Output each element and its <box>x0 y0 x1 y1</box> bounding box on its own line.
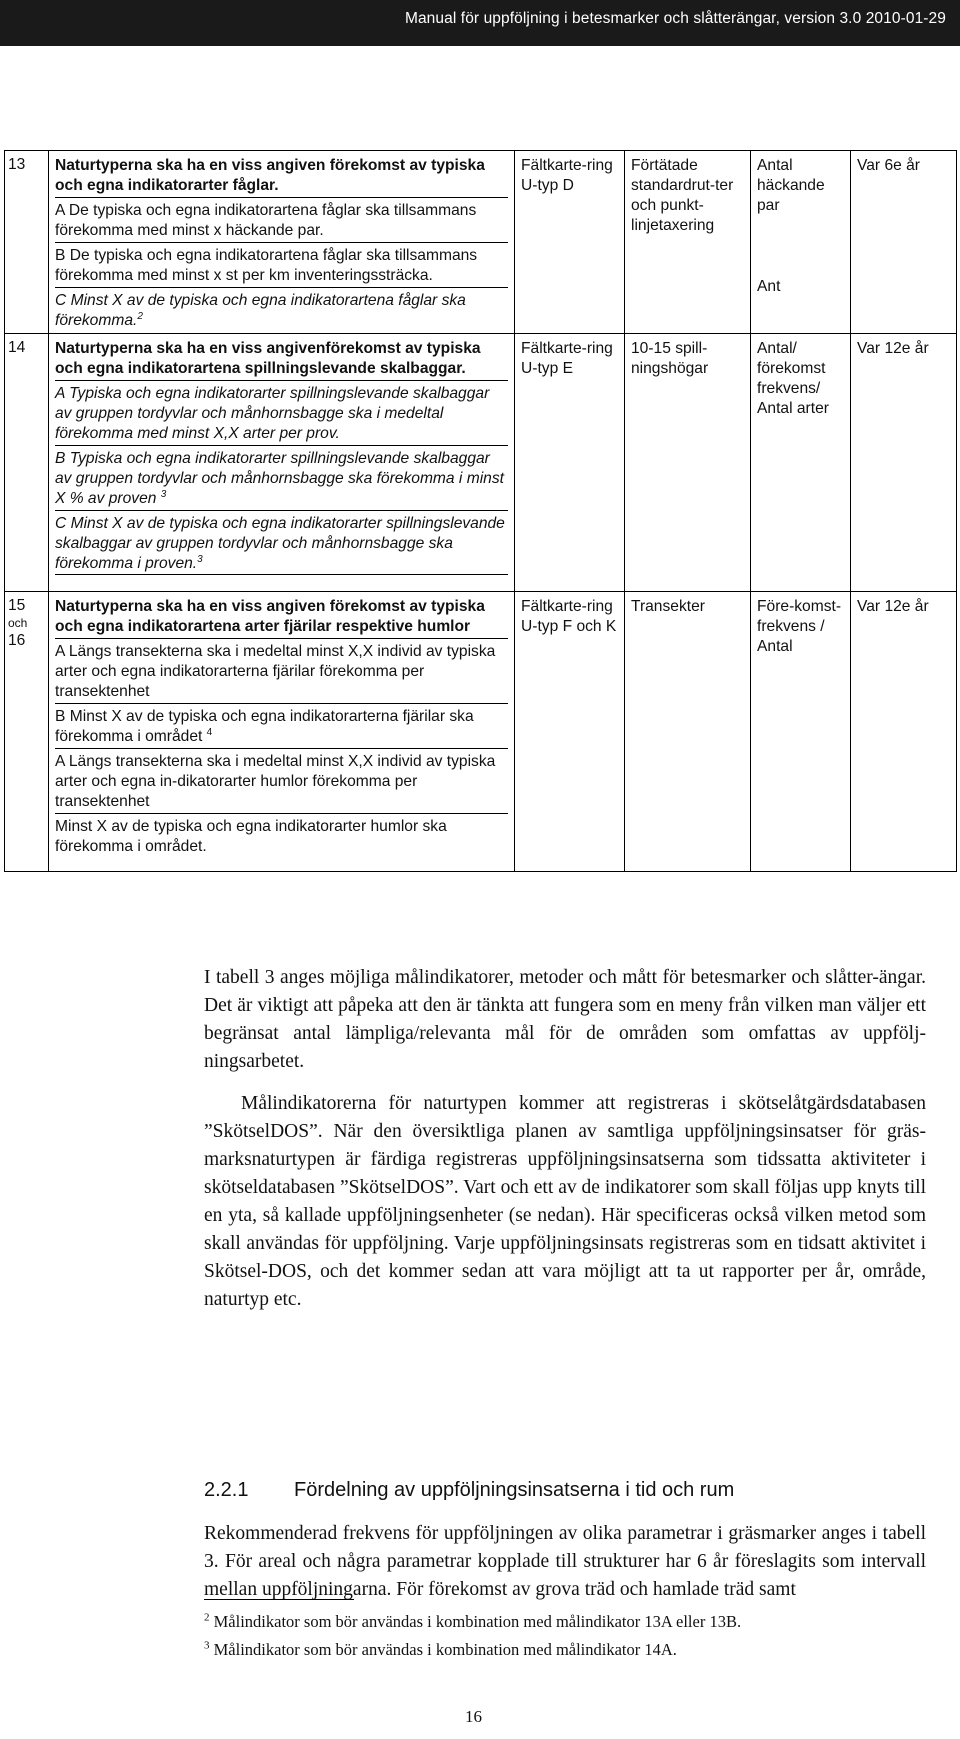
row-number: 15 och 16 <box>5 592 49 872</box>
paragraph-frequency: Rekommenderad frekvens för uppföljningen av olika parametrar i gräsmarker anges i tabell 3. För areal och några parametrar kopplade till strukturer har 6 år föreslagits som intervall mellan uppföljningarna. För förekomst av grova träd och hamlade träd samt <box>204 1523 926 1600</box>
section-number: 2.2.1 <box>204 1479 249 1501</box>
section-body <box>204 1520 926 1604</box>
technique-cell: Transekter <box>625 592 751 872</box>
technique-cell: Förtätade standardrut-ter och punkt-linjetaxering <box>625 151 751 334</box>
section-title: Fördelning av uppföljningsinsatserna i tid och rum <box>294 1479 735 1501</box>
technique-cell: 10-15 spill-ningshögar <box>625 334 751 592</box>
indicator-option-b: B Minst X av de typiska och egna indikatorarterna fjärilar ska förekomma i området $^4$ <box>55 707 508 749</box>
footnote: $^2$ Målindikator som bör användas i kombination med målindikator 13A eller 13B. <box>204 1611 742 1631</box>
indicator-text <box>49 151 515 334</box>
indicator-option-d: Minst X av de typiska och egna indikatorarter humlor ska förekomma i området. <box>55 818 447 855</box>
page-number: 16 <box>465 1707 482 1726</box>
frequency-cell: Var 12e år <box>851 334 957 592</box>
indicator-lead: Naturtyperna ska ha en viss angiven förekomst av typiska och egna indikatorartena arter fjärilar respektive humlor <box>55 597 508 639</box>
indicator-text <box>49 592 515 872</box>
table-row <box>5 151 957 334</box>
indicator-lead: Naturtyperna ska ha en viss angivenförekomst av typiska och egna indikatorartena spillningslevande skalbaggar. <box>55 339 508 381</box>
indicator-table <box>4 150 957 872</box>
indicator-option-b: B De typiska och egna indikatorartena fåglar ska tillsammans förekomma med minst x st per km inventeringssträcka. <box>55 246 508 288</box>
paragraph-skotseldos: Målindikatorerna för naturtypen kommer att registreras i skötselåtgärdsdatabasen ”SkötselDOS”. När den översiktliga planen av samtliga uppföljningsinsatser för gräs-marksnaturtypen är färdiga registreras uppföljningsinsatserna som tidssatta aktiviteter i skötseldatabasen ”SkötselDOS”. Vart och ett av de indikatorer som skall följas upp knyts till en yta, så kallade uppföljningsenheter (se nedan). Här specificeras också vilken metod som skall användas för uppföljning. Varje uppföljningsinsats registreras som en tidsatt aktivitet i Skötsel-DOS, och det kommer sedan att vara möjligt att ta ut rapporter per år, område, naturtyp etc. <box>204 1093 926 1310</box>
table-row <box>5 592 957 872</box>
measure-cell: Före-komst-frekvens / Antal <box>751 592 851 872</box>
indicator-option-c: C Minst X av de typiska och egna indikatorartena fåglar ska förekomma.$^2$ <box>55 292 466 329</box>
footnote: $^3$ Målindikator som bör användas i kombination med målindikator 14A. <box>204 1639 677 1659</box>
page-header-title: Manual för uppföljning i betesmarker och slåtterängar, version 3.0 2010-01-29 <box>404 10 946 27</box>
frequency-cell: Var 6e år <box>851 151 957 334</box>
indicator-option-a: A Längs transekterna ska i medeltal minst X,X individ av typiska arter och egna indikatorarterna fjärilar förekomma per transektenhet <box>55 642 508 704</box>
page-header-band <box>0 0 960 46</box>
indicator-option-a: A Typiska och egna indikatorarter spillningslevande skalbaggar av gruppen tordyvlar och månhornsbagge ska i medeltal förekomma med minst X,X arter per prov. <box>55 384 508 446</box>
frequency-cell: Var 12e år <box>851 592 957 872</box>
indicator-text <box>49 334 515 592</box>
indicator-lead: Naturtyperna ska ha en viss angiven förekomst av typiska och egna indikatorarter fåglar. <box>55 156 508 198</box>
indicator-option-a: A De typiska och egna indikatorartena fåglar ska tillsammans förekomma med minst x häckande par. <box>55 201 508 243</box>
measure-cell: Antal/ förekomst frekvens/ Antal arter <box>751 334 851 592</box>
indicator-option-c: C Minst X av de typiska och egna indikatorarter spillningslevande skalbaggar av gruppen tordyvlar och månhornsbagge ska förekomma i proven.$^3$ <box>55 514 508 575</box>
method-cell: Fältkarte-ring U-typ E <box>515 334 625 592</box>
paragraph-table-intro: I tabell 3 anges möjliga målindikatorer, metoder och mått för betesmarker och slåtter-ängar. Det är viktigt att påpeka att den är tänkta att fungera som en meny från vilken man väljer ett begränsat antal lämpliga/relevanta mål för de områden som omfattas av uppfölj-ningsarbetet. <box>204 967 926 1072</box>
table-row <box>5 334 957 592</box>
measure-cell: Antal häckande par Ant <box>751 151 851 334</box>
indicator-option-c: A Längs transekterna ska i medeltal minst X,X individ av typiska arter och egna in-dikatorarter humlor förekomma per transektenhet <box>55 752 508 814</box>
indicator-option-b: B Typiska och egna indikatorarter spillningslevande skalbaggar av gruppen tordyvlar och månhornsbagge ska förekomma i minst X % av proven $^3$ <box>55 449 508 511</box>
section-heading <box>204 1479 734 1502</box>
row-number: 14 <box>5 334 49 592</box>
method-cell: Fältkarte-ring U-typ D <box>515 151 625 334</box>
row-number: 13 <box>5 151 49 334</box>
body-paragraphs <box>204 964 926 1314</box>
footnote-divider <box>204 1599 354 1600</box>
method-cell: Fältkarte-ring U-typ F och K <box>515 592 625 872</box>
